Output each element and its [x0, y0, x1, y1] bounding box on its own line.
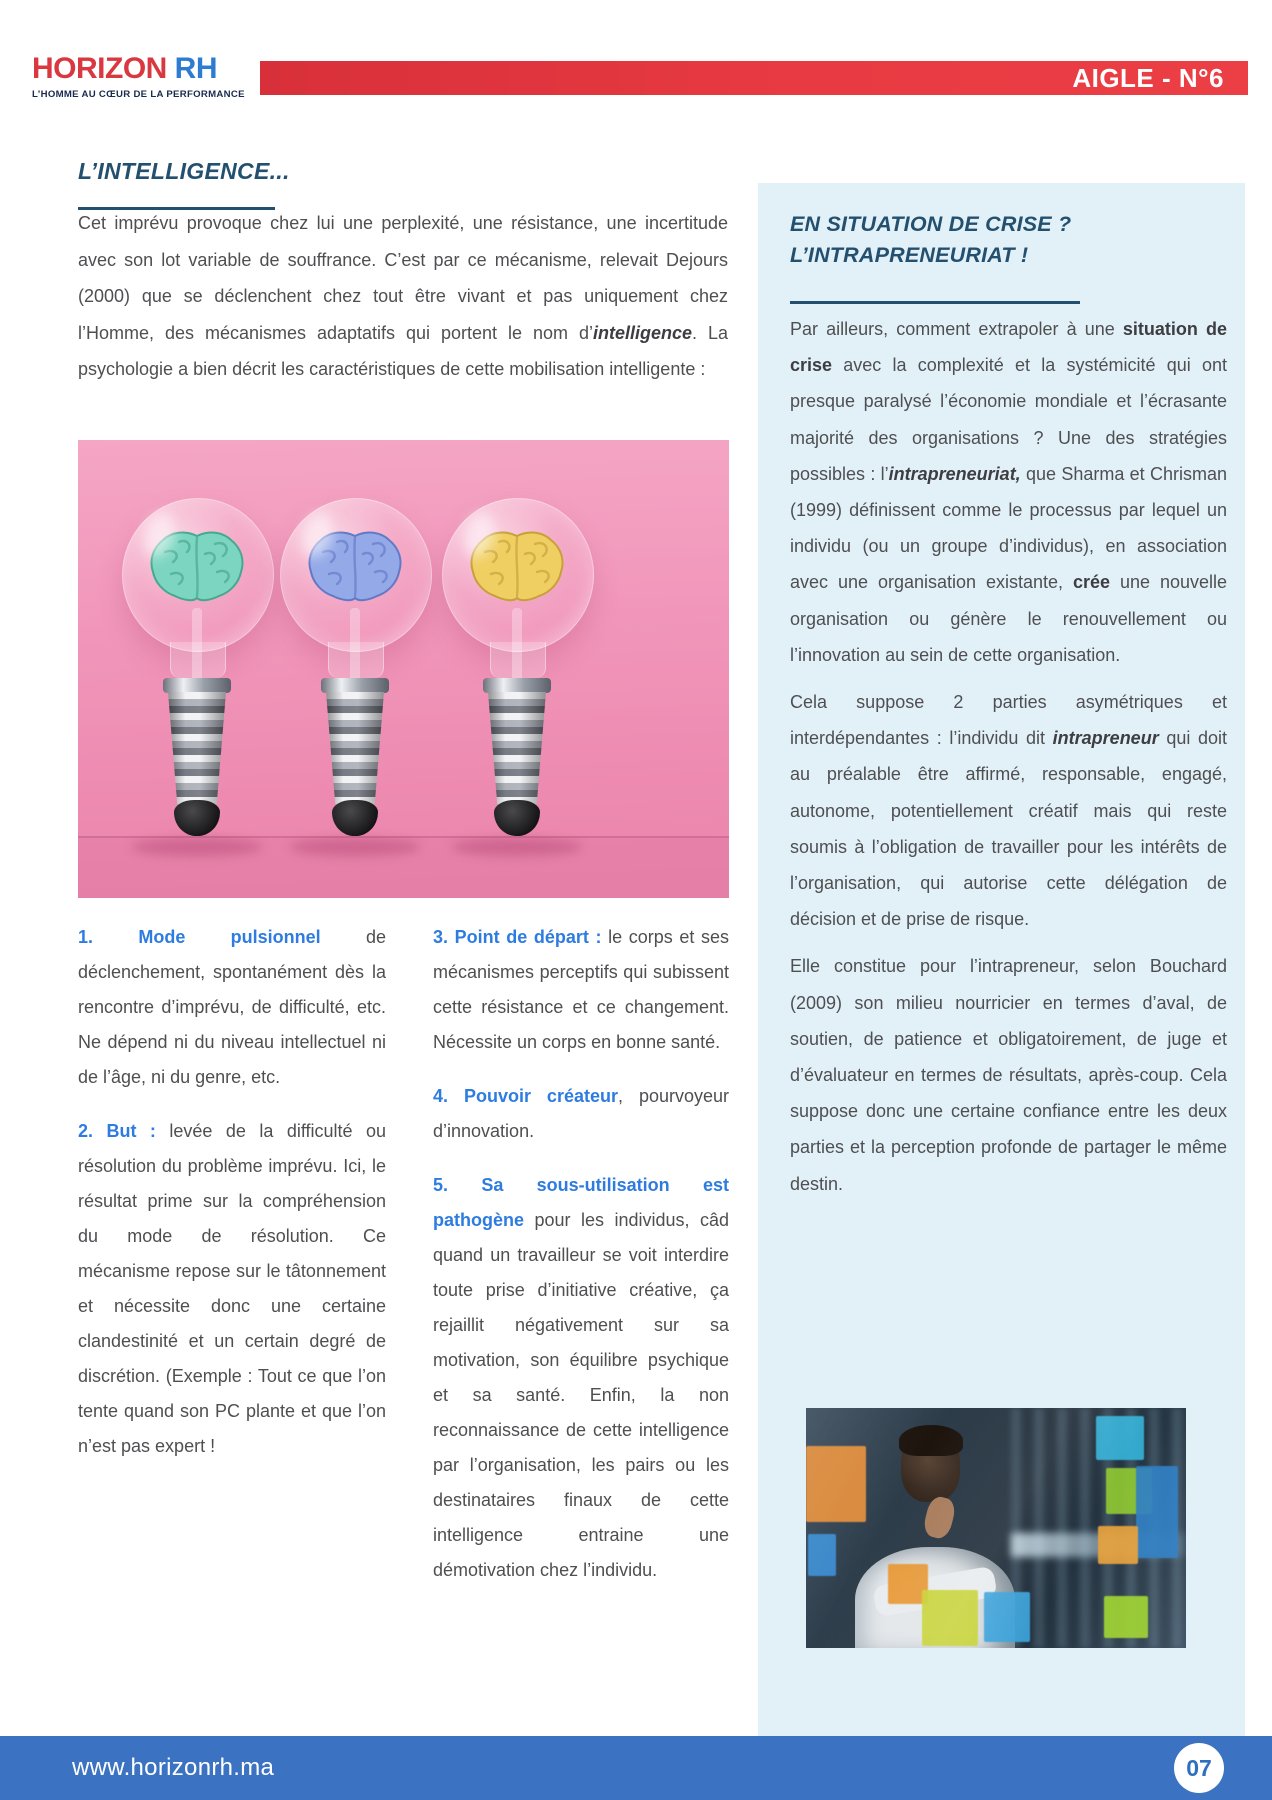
points-column-1 [78, 920, 386, 1483]
sidebar-paragraph-1: Par ailleurs, comment extrapoler à une situation de crise avec la complexité et la systémicité qui ont presque paralysé l’économie mondiale et l’écrasante majorité des organisations ? Une des stratégies possibles : l’intrapreneuriat, que Sharma et Chrisman (1999) définissent comme le processus par lequel un individu (ou un groupe d’individus), en association avec une organisation existante, crée une nouvelle organisation ou génère le renouvellement ou l’innovation au sein de cette organisation. [790, 319, 1227, 665]
bulb-yellow-brain [442, 440, 592, 898]
article-title: L’INTELLIGENCE... [78, 158, 290, 184]
point-1-mode-pulsionnel: 1. Mode pulsionnel de déclenchement, spontanément dès la rencontre d’imprévu, de difficulté, etc. Ne dépend ni du niveau intellectuel ni de l’âge, ni du genre, etc. [78, 927, 386, 1087]
point-3-point-de-depart: 3. Point de départ : le corps et ses mécanismes perceptifs qui subissent cette résistance et ce changement. Nécessite un corps en bonne santé. [433, 927, 729, 1052]
article-intro: Cet imprévu provoque chez lui une perplexité, une résistance, une incertitude avec son lot variable de souffrance. C’est par ce mécanisme, relevait Dejours (2000) que se déclenchent chez tout être vivant et pas uniquement chez l’Homme, des mécanismes adaptatifs qui portent le nom d’intelligence. La psychologie a bien décrit les caractéristiques de cette mobilisation intelligente : [78, 213, 728, 379]
point-4-pouvoir-createur: 4. Pouvoir créateur, pourvoyeur d’innovation. [433, 1086, 729, 1141]
points-column-2 [433, 920, 729, 1607]
brain-bulbs-image [78, 440, 729, 898]
sidebar-paragraph-3: Elle constitue pour l’intrapreneur, selon Bouchard (2009) son milieu nourricier en termes d’aval, de soutien, de patience et obligatoirement, de juge et d’évaluateur en termes de résultats, après-coup. Cela suppose donc une certaine confiance entre les deux parties et la perception profonde de partager le même destin. [790, 956, 1227, 1194]
issue-banner-label: AIGLE - N°6 [1072, 62, 1224, 93]
logo-title-blue: RH [174, 52, 218, 85]
thinking-man-photo [806, 1408, 1186, 1648]
logo-tagline: L’HOMME AU CŒUR DE LA PERFORMANCE [32, 89, 245, 100]
logo-title [32, 52, 242, 86]
point-5-sous-utilisation: 5. Sa sous-utilisation est pathogène pour les individus, câd quand un travailleur se voit interdire toute prise d’initiative créative, ça rejaillit négativement sur sa motivation, son équilibre psychique et sa santé. Enfin, la non reconnaissance de cette intelligence par l’organisation, les pairs ou les destinataires finaux de cette intelligence entraine une démotivation chez l’individu. [433, 1175, 729, 1580]
bulb-contact-tip [174, 800, 220, 836]
page-footer [0, 1736, 1272, 1800]
bulb-teal-brain [122, 440, 272, 898]
sidebar-title: EN SITUATION DE CRISE ? L’INTRAPRENEURIAT ! [790, 212, 1072, 267]
bulb-screw-base [326, 692, 384, 804]
crisis-intrapreneuriat-sidebar [758, 183, 1245, 1736]
logo-title-red: HORIZON [32, 52, 167, 85]
bulb-contact-tip [332, 800, 378, 836]
bulb-blue-brain [280, 440, 430, 898]
issue-banner [260, 61, 1248, 95]
page-number-badge [1174, 1743, 1224, 1793]
sidebar-body [790, 311, 1227, 1213]
sidebar-title-underline [790, 301, 1080, 304]
bulb-screw-base [168, 692, 226, 804]
sidebar-paragraph-2: Cela suppose 2 parties asymétriques et interdépendantes : l’individu dit intrapreneur qui doit au préalable être affirmé, responsable, engagé, autonome, potentiellement créatif mais qui reste soumis à l’obligation de travailler pour les intérêts de l’organisation, qui autorise cette délégation de décision et de prise de risque. [790, 692, 1227, 930]
website-url[interactable]: www.horizonrh.ma [72, 1754, 275, 1781]
page-number: 07 [1186, 1754, 1212, 1781]
point-2-but: 2. But : levée de la difficulté ou résolution du problème imprévu. Ici, le résultat prime sur la compréhension du mode de résolution. Ce mécanisme repose sur le tâtonnement et nécessite donc une certaine clandestinité et un certain degré de discrétion. (Exemple : Tout ce que l’on tente quand son PC plante et que l’on n’est pas expert ! [78, 1121, 387, 1456]
bulb-contact-tip [494, 800, 540, 836]
horizonrh-logo [32, 52, 245, 100]
bulb-screw-base [488, 692, 546, 804]
